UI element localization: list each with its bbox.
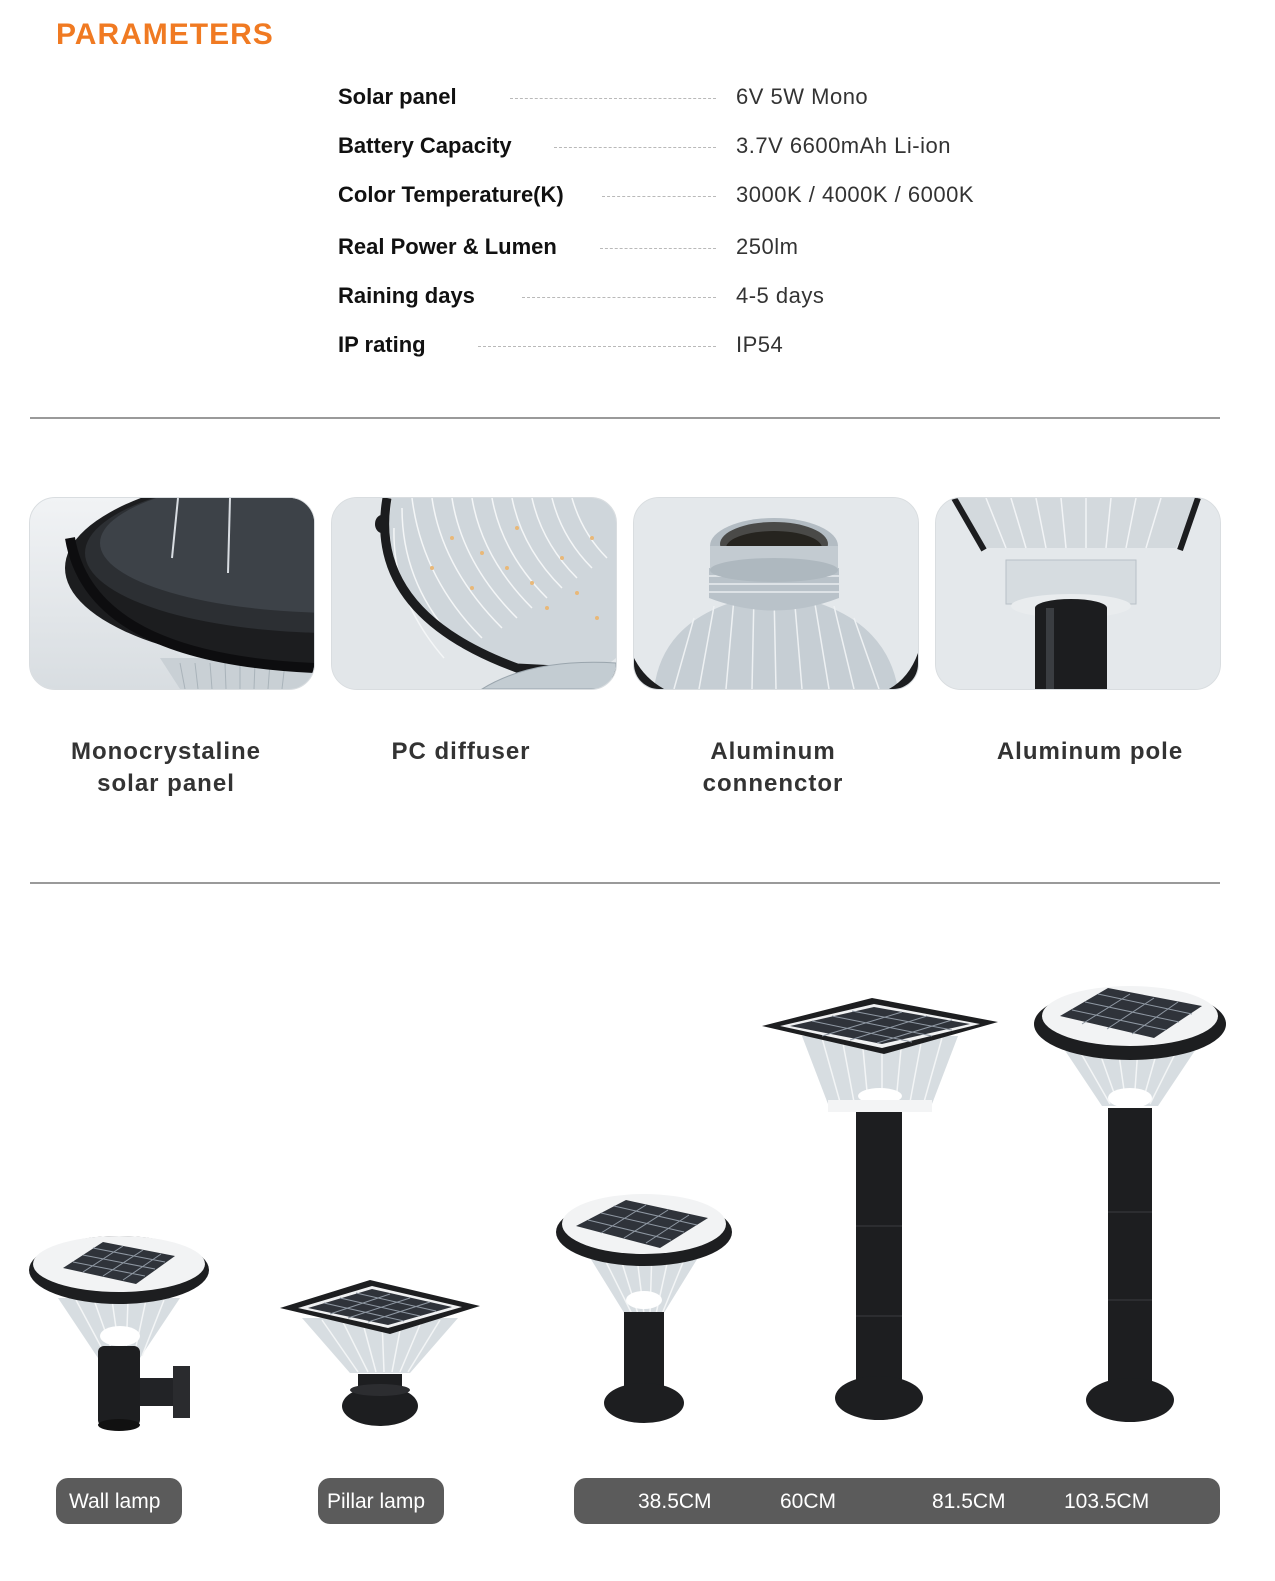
lamp-38-5cm-image xyxy=(556,1188,732,1428)
caption-line: connenctor xyxy=(702,770,844,797)
wall-lamp-image xyxy=(28,1228,212,1432)
param-value: 3.7V 6600mAh Li-ion xyxy=(736,133,951,158)
lamp-60cm-image xyxy=(762,996,998,1424)
page-title: PARAMETERS xyxy=(56,18,274,51)
dotted-leader xyxy=(554,147,716,148)
pillar-lamp-label xyxy=(318,1478,444,1524)
label-text: Wall lamp xyxy=(69,1490,161,1513)
height-label-60cm: 60CM xyxy=(780,1490,837,1513)
caption-line: Monocrystaline xyxy=(70,738,262,765)
param-label: IP rating xyxy=(338,332,426,357)
caption-aluminum-connector xyxy=(623,736,923,800)
param-value: 250lm xyxy=(736,234,799,259)
detail-photo-aluminum-pole xyxy=(935,497,1221,690)
lamp-103-5cm-image xyxy=(1032,980,1228,1426)
param-row-battery xyxy=(338,133,1038,163)
detail-photo-aluminum-connector xyxy=(633,497,919,690)
height-labels-bar xyxy=(574,1478,1220,1524)
section-divider xyxy=(30,417,1220,419)
caption-line: solar panel xyxy=(97,770,235,797)
param-value: 3000K / 4000K / 6000K xyxy=(736,182,975,207)
caption-line: Aluminum pole xyxy=(996,738,1184,765)
height-label-81-5cm: 81.5CM xyxy=(932,1490,1006,1513)
param-label: Raining days xyxy=(338,283,475,308)
dotted-leader xyxy=(522,297,716,298)
param-label: Battery Capacity xyxy=(338,133,512,158)
param-row-color-temperature xyxy=(338,182,1038,212)
param-value: IP54 xyxy=(736,332,784,357)
dotted-leader xyxy=(510,98,716,99)
caption-pc-diffuser xyxy=(311,736,611,768)
caption-line: Aluminum xyxy=(710,738,836,765)
param-label: Color Temperature(K) xyxy=(338,182,564,207)
param-row-raining-days xyxy=(338,283,1038,313)
label-text: Pillar lamp xyxy=(327,1490,426,1513)
param-row-ip-rating xyxy=(338,332,1038,362)
param-value: 4-5 days xyxy=(736,283,825,308)
dotted-leader xyxy=(478,346,716,347)
param-label: Real Power & Lumen xyxy=(338,234,557,259)
caption-line: PC diffuser xyxy=(391,738,531,765)
wall-lamp-label xyxy=(56,1478,182,1524)
pillar-lamp-image xyxy=(280,1278,480,1430)
caption-aluminum-pole xyxy=(940,736,1240,768)
param-row-solar-panel xyxy=(338,84,1038,114)
detail-photo-solar-panel xyxy=(29,497,315,690)
detail-photo-pc-diffuser xyxy=(331,497,617,690)
section-divider xyxy=(30,882,1220,884)
param-label: Solar panel xyxy=(338,84,457,109)
dotted-leader xyxy=(602,196,716,197)
caption-solar-panel xyxy=(16,736,316,800)
height-label-103-5cm: 103.5CM xyxy=(1064,1490,1150,1513)
height-label-38-5cm: 38.5CM xyxy=(638,1490,712,1513)
param-value: 6V 5W Mono xyxy=(736,84,869,109)
dotted-leader xyxy=(600,248,716,249)
param-row-power-lumen xyxy=(338,234,1038,264)
